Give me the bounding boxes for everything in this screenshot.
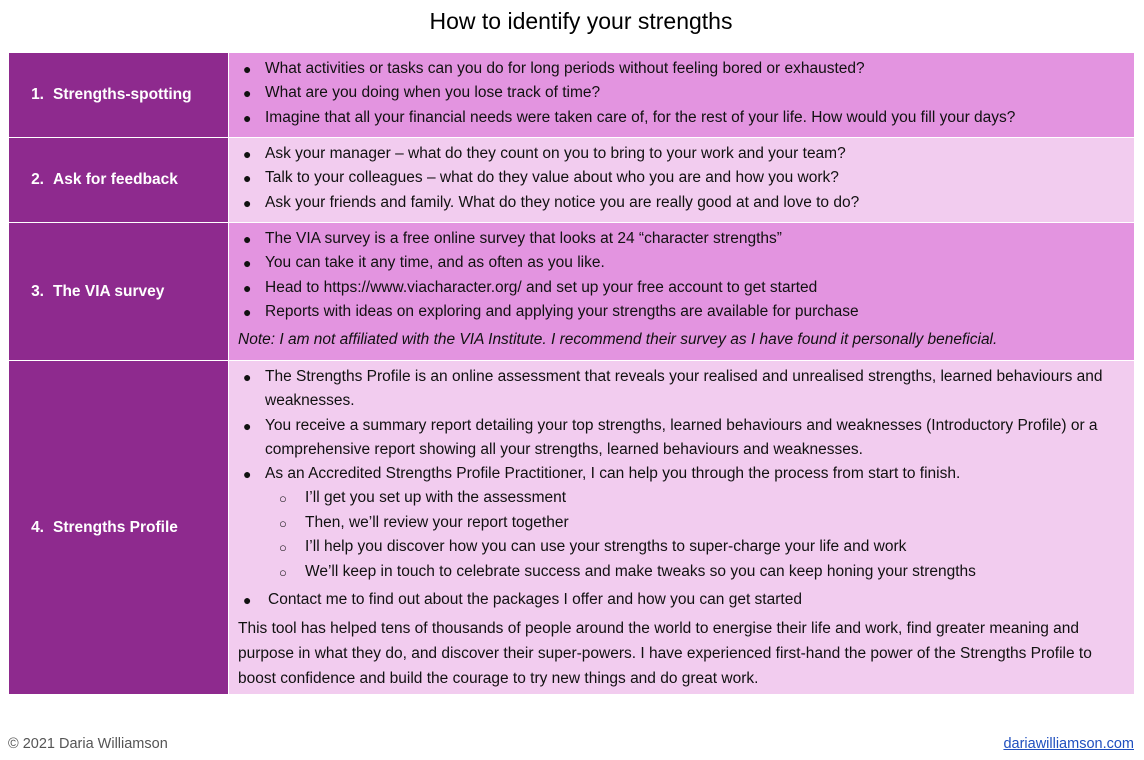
row-number: 1. xyxy=(31,86,44,103)
row-label-cell xyxy=(9,223,229,361)
list-item: ● Head to https://www.viacharacter.org/ and set up your free account to get started xyxy=(229,276,1134,300)
sub-list-item: ○ I’ll help you discover how you can use your strengths to super-charge your life and work xyxy=(229,535,1134,559)
circle-bullet-icon: ○ xyxy=(279,515,287,531)
sub-list-item: ○ Then, we’ll review your report together xyxy=(229,511,1134,535)
sub-list-item: ○ I’ll get you set up with the assessment xyxy=(229,486,1134,510)
list-item: ● What are you doing when you lose track of time? xyxy=(229,81,1134,105)
bullet-icon: ● xyxy=(243,85,252,102)
row-label: Strengths Profile xyxy=(53,518,178,536)
page-title: How to identify your strengths xyxy=(429,8,733,34)
row-label-cell xyxy=(9,138,229,223)
list-item: ● Talk to your colleagues – what do they value about who you are and how you work? xyxy=(229,166,1134,190)
strengths-table xyxy=(8,52,1135,695)
row-content-cell xyxy=(229,53,1135,138)
row-number: 3. xyxy=(31,282,44,300)
row-content-cell xyxy=(229,361,1135,695)
bullet-icon: ● xyxy=(243,303,252,320)
copyright-text: © 2021 Daria Williamson xyxy=(8,736,168,752)
row-label-cell xyxy=(9,361,229,695)
bullet-icon: ● xyxy=(243,146,252,162)
sub-list-item: ○ We’ll keep in touch to celebrate success and make tweaks so you can keep honing your strengths xyxy=(229,560,1134,584)
list-item: ● Ask your manager – what do they count on you to bring to your work and your team? xyxy=(229,142,1134,166)
table-row-ask-for-feedback xyxy=(9,138,1135,223)
bullet-icon: ● xyxy=(243,592,252,609)
list-item: ● As an Accredited Strengths Profile Practitioner, I can help you through the process from start to finish. xyxy=(229,462,1134,486)
bullet-list xyxy=(229,584,1134,612)
bullet-icon: ● xyxy=(243,255,252,272)
bullet-list xyxy=(229,53,1134,130)
row-label: The VIA survey xyxy=(53,282,165,300)
bullet-icon: ● xyxy=(243,170,252,187)
list-item: ● Contact me to find out about the packages I offer and how you can get started xyxy=(229,588,1134,612)
bullet-icon: ● xyxy=(243,194,252,211)
circle-bullet-icon: ○ xyxy=(279,540,287,556)
circle-bullet-icon: ○ xyxy=(279,491,287,507)
table-row-via-survey xyxy=(9,223,1135,361)
bullet-icon: ● xyxy=(243,417,252,434)
bullet-icon: ● xyxy=(243,279,252,296)
row-number: 4. xyxy=(31,518,44,536)
circle-bullet-icon: ○ xyxy=(279,564,287,580)
list-item: ● You can take it any time, and as often as you like. xyxy=(229,251,1134,275)
bullet-icon: ● xyxy=(243,61,252,77)
bullet-list xyxy=(229,361,1134,486)
row-number: 2. xyxy=(31,171,44,188)
list-item: ● You receive a summary report detailing your top strengths, learned behaviours and weaknesses (Introductory Profile) or a comprehensive report showing all your strengths, learned behaviours and weaknesses. xyxy=(229,414,1134,463)
bullet-icon: ● xyxy=(243,369,252,385)
list-item: ● What activities or tasks can you do for long periods without feeling bored or exhausted? xyxy=(229,57,1134,81)
row-label-cell xyxy=(9,53,229,138)
list-item: ● Ask your friends and family. What do they notice you are really good at and love to do? xyxy=(229,191,1134,215)
bullet-icon: ● xyxy=(243,109,252,126)
table-row-strengths-spotting xyxy=(9,53,1135,138)
list-item: ● The Strengths Profile is an online assessment that reveals your realised and unrealised strengths, learned behaviours and weaknesses. xyxy=(229,365,1134,414)
row-content-cell xyxy=(229,138,1135,223)
bullet-list xyxy=(229,223,1134,324)
sub-bullet-list xyxy=(229,486,1134,584)
list-item: ● Imagine that all your financial needs were taken care of, for the rest of your life. How would you fill your days? xyxy=(229,106,1134,130)
table-row-strengths-profile xyxy=(9,361,1135,695)
row-content-cell xyxy=(229,223,1135,361)
bullet-icon: ● xyxy=(243,466,252,483)
row-label: Ask for feedback xyxy=(53,171,178,188)
list-item: ● The VIA survey is a free online survey that looks at 24 “character strengths” xyxy=(229,227,1134,251)
website-link[interactable]: dariawilliamson.com xyxy=(1003,736,1134,752)
bullet-list xyxy=(229,138,1134,215)
list-item: ● Reports with ideas on exploring and applying your strengths are available for purchase xyxy=(229,300,1134,324)
row-label: Strengths-spotting xyxy=(53,86,192,103)
disclaimer-note: Note: I am not affiliated with the VIA Institute. I recommend their survey as I have found it personally beneficial. xyxy=(238,331,998,349)
strengths-profile-paragraph: This tool has helped tens of thousands of people around the world to energise their life and work, find greater meaning and purpose in what they do, and discover their super-powers. I have experienced first-hand the power of the Strengths Profile to boost confidence and build the courage to try new things and do great work. xyxy=(238,620,1092,688)
bullet-icon: ● xyxy=(243,231,252,247)
